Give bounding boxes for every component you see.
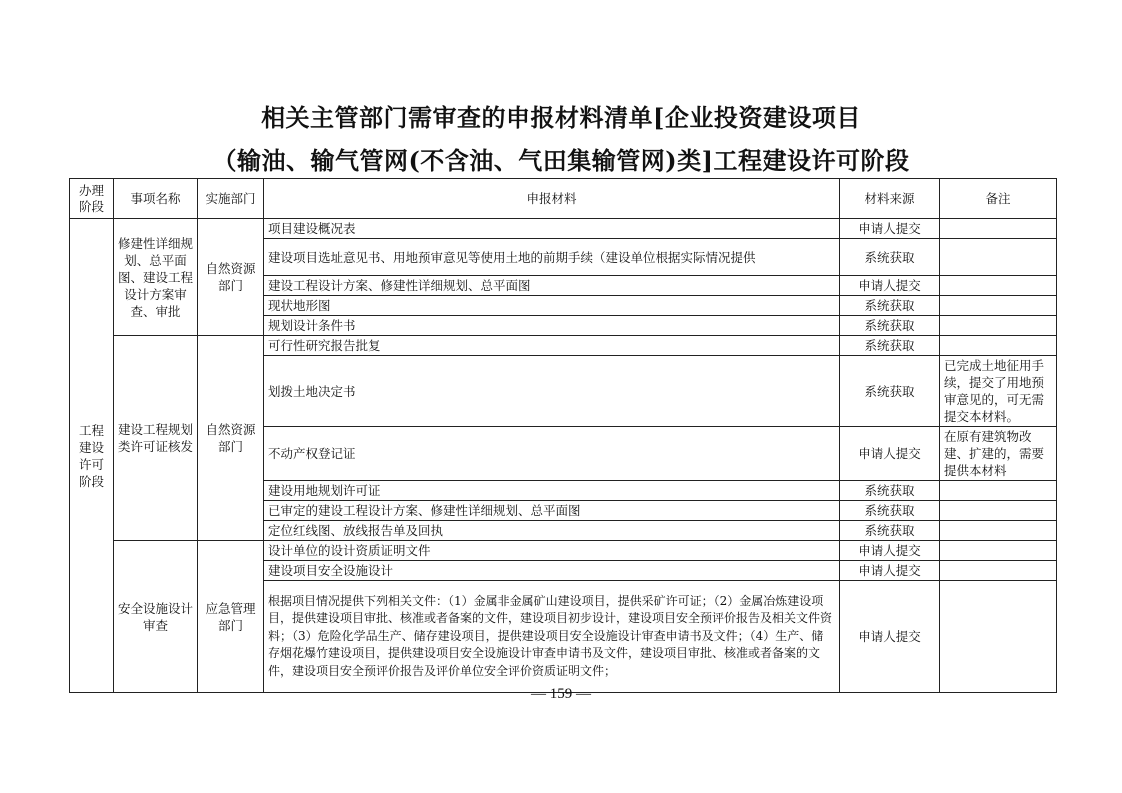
header-item: 事项名称 xyxy=(114,179,198,219)
dept-cell: 应急管理部门 xyxy=(198,541,264,693)
source-cell: 申请人提交 xyxy=(840,219,940,239)
dept-cell: 自然资源部门 xyxy=(198,219,264,336)
material-cell: 建设用地规划许可证 xyxy=(264,481,840,501)
header-note: 备注 xyxy=(940,179,1057,219)
item-cell: 修建性详细规划、总平面图、建设工程设计方案审查、审批 xyxy=(114,219,198,336)
material-cell: 规划设计条件书 xyxy=(264,316,840,336)
header-dept: 实施部门 xyxy=(198,179,264,219)
note-cell: 已完成土地征用手续，提交了用地预审意见的，可无需提交本材料。 xyxy=(940,356,1057,427)
source-cell: 系统获取 xyxy=(840,501,940,521)
item-cell: 建设工程规划类许可证核发 xyxy=(114,336,198,541)
material-cell: 不动产权登记证 xyxy=(264,427,840,481)
source-cell: 申请人提交 xyxy=(840,561,940,581)
header-material: 申报材料 xyxy=(264,179,840,219)
note-cell xyxy=(940,239,1057,276)
material-cell: 根据项目情况提供下列相关文件：（1）金属非金属矿山建设项目，提供采矿许可证；（2）金属冶炼建设项目，提供建设项目审批、核准或者备案的文件，建设项目初步设计，建设项目安全预评价报告及相关文件资料；（3）危险化学品生产、储存建设项目，提供建设项目安全设施设计审查申请书及文件；（4）生产、储存烟花爆竹建设项目，提供建设项目安全设施设计审查申请书及文件，建设项目审批、核准或者备案的文件，建设项目安全预评价报告及评价单位安全评价资质证明文件； xyxy=(264,581,840,693)
source-cell: 申请人提交 xyxy=(840,541,940,561)
note-cell xyxy=(940,501,1057,521)
table-row xyxy=(70,541,1057,561)
note-cell xyxy=(940,219,1057,239)
header-source: 材料来源 xyxy=(840,179,940,219)
note-cell xyxy=(940,276,1057,296)
material-cell: 设计单位的设计资质证明文件 xyxy=(264,541,840,561)
material-cell: 建设工程设计方案、修建性详细规划、总平面图 xyxy=(264,276,840,296)
source-cell: 系统获取 xyxy=(840,296,940,316)
materials-table xyxy=(69,178,1057,693)
material-cell: 已审定的建设工程设计方案、修建性详细规划、总平面图 xyxy=(264,501,840,521)
material-cell: 建设项目安全设施设计 xyxy=(264,561,840,581)
note-cell xyxy=(940,541,1057,561)
page-number: — 159 — xyxy=(531,686,591,702)
stage-cell: 工程建设许可阶段 xyxy=(70,219,114,693)
note-cell xyxy=(940,316,1057,336)
material-cell: 现状地形图 xyxy=(264,296,840,316)
source-cell: 申请人提交 xyxy=(840,427,940,481)
material-cell: 项目建设概况表 xyxy=(264,219,840,239)
note-cell xyxy=(940,521,1057,541)
material-cell: 划拨土地决定书 xyxy=(264,356,840,427)
dept-cell: 自然资源部门 xyxy=(198,336,264,541)
note-cell xyxy=(940,296,1057,316)
table-row xyxy=(70,219,1057,239)
note-cell xyxy=(940,561,1057,581)
header-stage: 办理阶段 xyxy=(70,179,114,219)
source-cell: 系统获取 xyxy=(840,356,940,427)
source-cell: 系统获取 xyxy=(840,521,940,541)
source-cell: 系统获取 xyxy=(840,336,940,356)
source-cell: 系统获取 xyxy=(840,316,940,336)
table-header-row xyxy=(70,179,1057,219)
material-cell: 定位红线图、放线报告单及回执 xyxy=(264,521,840,541)
note-cell xyxy=(940,481,1057,501)
table-row xyxy=(70,336,1057,356)
material-cell: 建设项目选址意见书、用地预审意见等使用土地的前期手续（建设单位根据实际情况提供 xyxy=(264,239,840,276)
source-cell: 申请人提交 xyxy=(840,276,940,296)
source-cell: 系统获取 xyxy=(840,239,940,276)
source-cell: 申请人提交 xyxy=(840,581,940,693)
source-cell: 系统获取 xyxy=(840,481,940,501)
note-cell xyxy=(940,336,1057,356)
item-cell: 安全设施设计审查 xyxy=(114,541,198,693)
note-cell: 在原有建筑物改建、扩建的，需要提供本材料 xyxy=(940,427,1057,481)
note-cell xyxy=(940,581,1057,693)
document-title-line-2: （输油、输气管网(不含油、气田集输管网)类]工程建设许可阶段 xyxy=(212,146,910,175)
material-cell: 可行性研究报告批复 xyxy=(264,336,840,356)
document-title-line-1: 相关主管部门需审查的申报材料清单[企业投资建设项目 xyxy=(261,103,861,132)
